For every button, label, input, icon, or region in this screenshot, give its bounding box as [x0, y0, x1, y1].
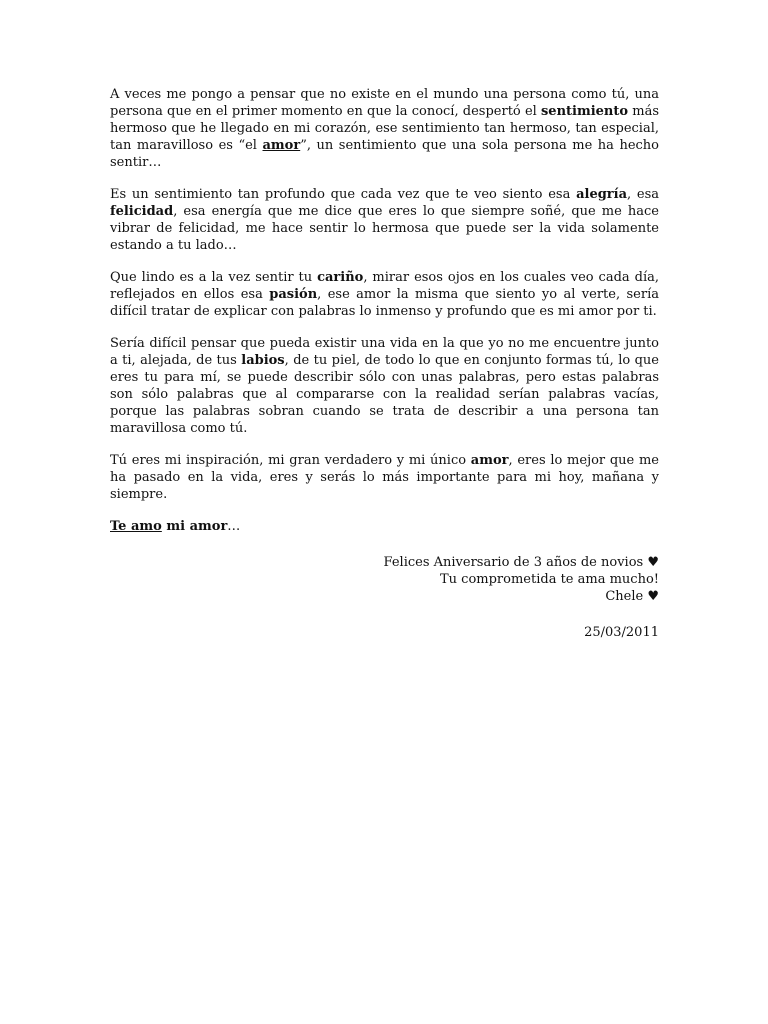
keyword-alegria: alegría — [576, 187, 628, 202]
letter-body — [110, 86, 659, 641]
paragraph-5: Tú eres mi inspiración, mi gran verdadero y mi único amor, eres lo mejor que me ha pasado en la vida, eres y serás lo más importante para mi hoy, mañana y siempre. — [110, 453, 659, 502]
keyword-amor: amor — [470, 453, 509, 468]
signature-line-comprometida: Tu comprometida te ama mucho! — [440, 572, 659, 587]
signature-line-anniversary: Felices Aniversario de 3 años de novios ♥ — [383, 555, 659, 570]
letter-date: 25/03/2011 — [584, 625, 659, 640]
keyword-felicidad: felicidad — [110, 204, 174, 219]
keyword-amor-underlined: amor — [262, 138, 301, 153]
paragraph-2: Es un sentimiento tan profundo que cada vez que te veo siento esa alegría, esa felicidad, esa energía que me dice que eres lo que siempre soñé, que me hace vibrar de felicidad, me hace sentir lo hermosa que puede ser la vida solamente estando a tu lado… — [110, 187, 659, 253]
keyword-carino: cariño — [317, 270, 364, 285]
keyword-labios: labios — [241, 353, 285, 368]
signature-block — [110, 554, 659, 605]
paragraph-3: Que lindo es a la vez sentir tu cariño, mirar esos ojos en los cuales veo cada día, reflejados en ellos esa pasión, ese amor la misma que siento yo al verte, sería difícil tratar de explicar con palabras lo inmenso y profundo que es mi amor por ti. — [110, 270, 660, 319]
closing-mi-amor: mi amor — [161, 519, 228, 534]
paragraph-4: Sería difícil pensar que pueda existir una vida en la que yo no me encuentre junto a ti, alejada, de tus labios, de tu piel, de todo lo que en conjunto formas tú, lo que eres tu para mí, se puede describir sólo con unas palabras, pero estas palabras son sólo palabras que al compararse con la realidad serían palabras vacías, porque las palabras sobran cuando se trata de describir a una persona tan maravillosa como tú. — [110, 336, 659, 436]
keyword-sentimiento: sentimiento — [540, 104, 629, 119]
keyword-pasion: pasión — [269, 287, 318, 302]
paragraph-1: A veces me pongo a pensar que no existe en el mundo una persona como tú, una persona que en el primer momento en que la conocí, despertó el sentimiento más hermoso que he llegado en mi corazón, ese sentimiento tan hermoso, tan especial, tan maravilloso es “el amor”, un sentimiento que una sola persona me ha hecho sentir… — [110, 87, 659, 170]
closing-line: Te amo mi amor… — [110, 519, 241, 534]
closing-te-amo: Te amo — [110, 519, 162, 534]
signature-name: Chele ♥ — [605, 589, 659, 604]
